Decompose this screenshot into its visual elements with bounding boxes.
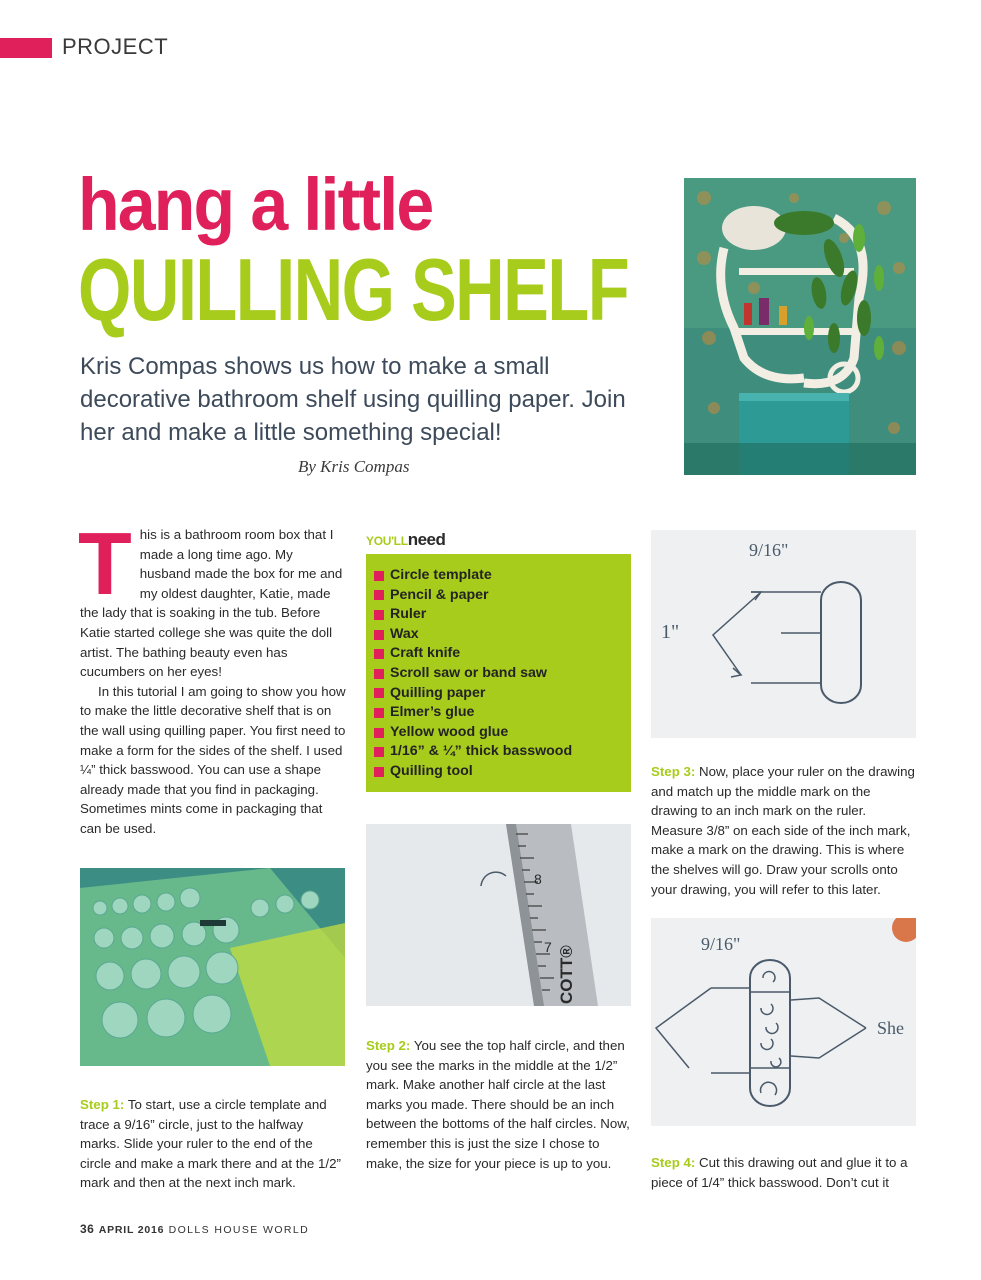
materials-heading-big: need bbox=[407, 530, 446, 549]
ruler-brand-text: COTT® bbox=[557, 945, 576, 1004]
materials-item: Wax bbox=[374, 625, 631, 645]
materials-item: Scroll saw or band saw bbox=[374, 664, 631, 684]
bullet-square-icon bbox=[374, 747, 384, 757]
sketch-label: She bbox=[877, 1018, 904, 1038]
intro-paragraph: his is a bathroom room box that I made a long time ago. My husband made the box for me and my oldest daughter, Katie, made the lady that is soaking in the tub. Before Katie started college she was quite the doll artist. The bathing beauty even has cucumbers on her eyes! bbox=[80, 527, 343, 680]
materials-heading bbox=[366, 530, 445, 550]
issue-date: APRIL 2016 bbox=[98, 1224, 165, 1236]
sketch-label: 1" bbox=[661, 621, 680, 643]
step2-caption bbox=[366, 1036, 632, 1173]
sketch-label: 9/16" bbox=[749, 540, 789, 560]
ruler-number: 7 bbox=[544, 939, 552, 955]
page-footer bbox=[80, 1222, 309, 1236]
materials-item: Yellow wood glue bbox=[374, 723, 631, 743]
materials-item: Pencil & paper bbox=[374, 586, 631, 606]
materials-item: Quilling paper bbox=[374, 684, 631, 704]
section-label: PROJECT bbox=[62, 34, 169, 59]
step2-text: You see the top half circle, and then you see the marks in the middle at the 1/2” mark. Make another half circle at the last marks you made. There should be an inch between the bottoms of the half circles. Now, remember this is just the size I chose to make, the size for your piece is up to you. bbox=[366, 1038, 630, 1171]
headline-line-1: hang a little bbox=[78, 163, 433, 246]
sketch-label: 9/16" bbox=[701, 934, 741, 954]
materials-item: Circle template bbox=[374, 566, 631, 586]
step2-ruler-photo bbox=[366, 824, 631, 1006]
step3-caption bbox=[651, 762, 917, 899]
body-text-column bbox=[78, 514, 346, 839]
step4-label: Step 4: bbox=[651, 1155, 696, 1170]
materials-heading-small: YOU'LL bbox=[366, 534, 408, 548]
bullet-square-icon bbox=[374, 590, 384, 600]
hero-shelf-photo bbox=[684, 178, 916, 475]
materials-item: Quilling tool bbox=[374, 762, 631, 782]
bullet-square-icon bbox=[374, 728, 384, 738]
bullet-square-icon bbox=[374, 688, 384, 698]
bullet-square-icon bbox=[374, 630, 384, 640]
step3-label: Step 3: bbox=[651, 764, 696, 779]
tutorial-paragraph: In this tutorial I am going to show you how to make the little decorative shelf that is on the wall using quilling paper. You first need to make a form for the sides of the shelf. I used ¼” thick basswood. You can use a shape already made that you find in packaging. Sometimes mints come in packaging that can be used. bbox=[80, 683, 346, 836]
bullet-square-icon bbox=[374, 571, 384, 581]
section-tab-marker bbox=[0, 38, 52, 58]
bullet-square-icon bbox=[374, 708, 384, 718]
bullet-square-icon bbox=[374, 610, 384, 620]
materials-item: Elmer’s glue bbox=[374, 703, 631, 723]
magazine-name: DOLLS HOUSE WORLD bbox=[168, 1224, 310, 1236]
materials-item: Ruler bbox=[374, 605, 631, 625]
page-number: 36 bbox=[80, 1222, 95, 1236]
bullet-square-icon bbox=[374, 649, 384, 659]
step1-caption bbox=[80, 1095, 346, 1193]
step1-text: To start, use a circle template and trace a 9/16” circle, just to the halfway marks. Slide your ruler to the end of the circle and make a mark there and at the 1/2” mark and then at the next inch mark. bbox=[80, 1097, 341, 1191]
step1-template-photo bbox=[80, 868, 345, 1066]
step3-sketch-photo bbox=[651, 530, 916, 738]
materials-item: 1/16” & ¼” thick basswood bbox=[374, 742, 631, 762]
step3-text: Now, place your ruler on the drawing and match up the middle mark on the drawing to an inch mark on the ruler. Measure 3/8” on each side of the inch mark, make a mark on the drawing. This is where the shelves will go. Draw your scrolls onto your drawing, you will refer to this later. bbox=[651, 764, 915, 897]
materials-box bbox=[366, 554, 631, 792]
step1-label: Step 1: bbox=[80, 1097, 125, 1112]
step4-sketch-photo bbox=[651, 918, 916, 1126]
bullet-square-icon bbox=[374, 767, 384, 777]
headline-line-2: QUILLING SHELF bbox=[78, 240, 629, 339]
ruler-number: 8 bbox=[534, 871, 542, 887]
step4-caption bbox=[651, 1153, 917, 1192]
materials-list bbox=[374, 566, 631, 782]
byline: By Kris Compas bbox=[298, 457, 410, 476]
step4-text: Cut this drawing out and glue it to a piece of 1/4” thick basswood. Don’t cut it bbox=[651, 1155, 908, 1190]
materials-item: Craft knife bbox=[374, 644, 631, 664]
drop-cap: T bbox=[78, 514, 132, 613]
standfirst: Kris Compas shows us how to make a small decorative bathroom shelf using quilling paper. Join her and make a little something special! bbox=[80, 353, 626, 446]
bullet-square-icon bbox=[374, 669, 384, 679]
step2-label: Step 2: bbox=[366, 1038, 411, 1053]
